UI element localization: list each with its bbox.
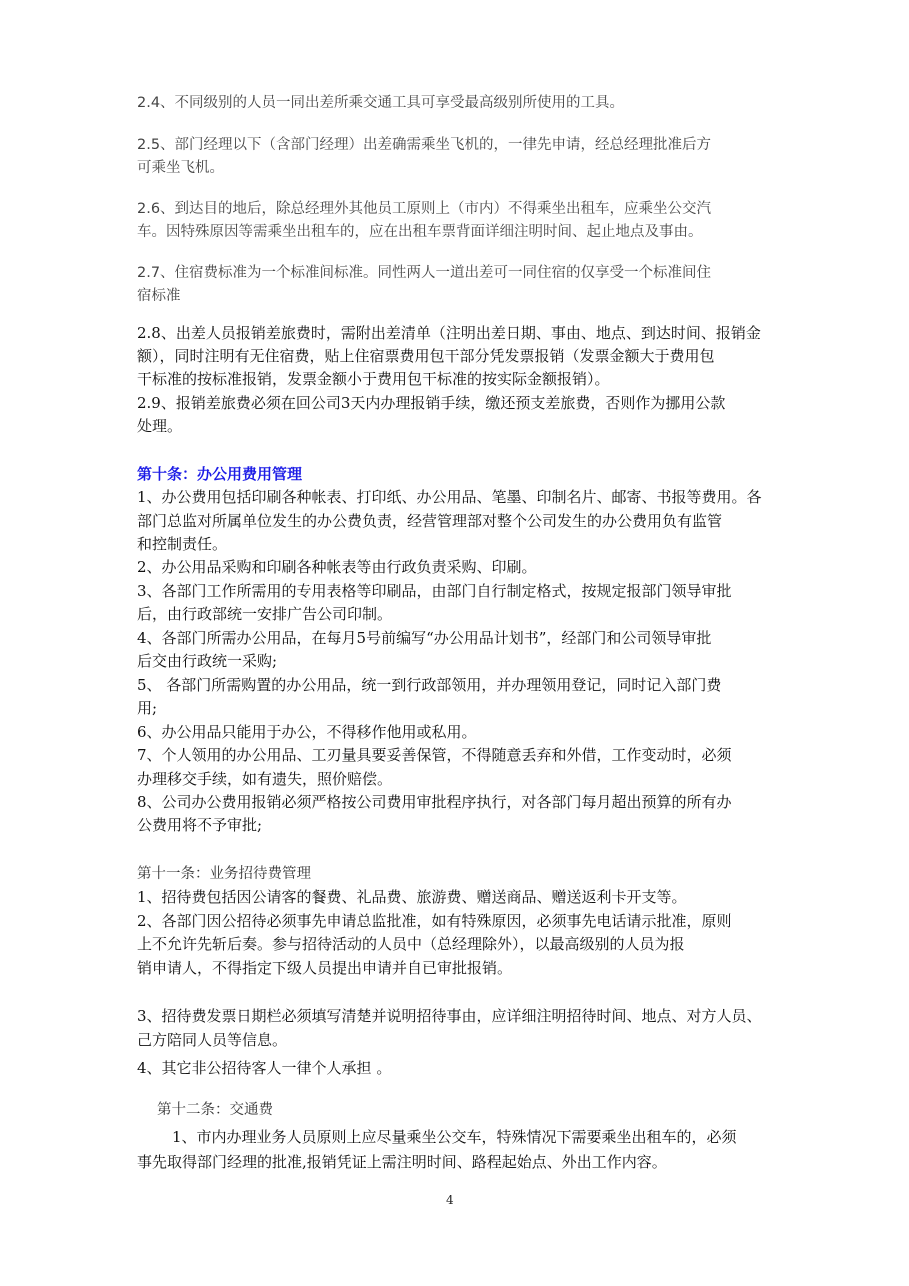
page-number: 4 [446, 1193, 454, 1207]
clause-2-9-line-1: 2.9、报销差旅费必须在回公司3天内办理报销手续，缴还预支差旅费，否则作为挪用公款 [137, 394, 726, 412]
clause-2-5-line-1: 2.5、部门经理以下（含部门经理）出差确需乘坐飞机的，一律先申请，经总经理批准后方 [137, 137, 712, 153]
clause-2-8-line-1: 2.8、出差人员报销差旅费时，需附出差清单（注明出差日期、事由、地点、到达时间、报销金 [137, 324, 761, 342]
clause-2-9-line-2: 处理。 [137, 417, 183, 435]
article-11-item-4: 4、其它非公招待客人一律个人承担 。 [137, 1059, 392, 1077]
article-10-heading: 第十条：办公用费用管理 [137, 465, 303, 483]
article-11-heading: 第十一条：业务招待费管理 [137, 866, 311, 882]
clause-2-7-line-1: 2.7、住宿费标准为一个标准间标准。同性两人一道出差可一同住宿的仅享受一个标准间住 [137, 265, 712, 281]
clause-2-6-line-2: 车。因特殊原因等需乘坐出租车的，应在出租车票背面详细注明时间、起止地点及事由。 [137, 224, 703, 240]
article-10-item-1-line-3: 和控制责任。 [137, 535, 228, 553]
clause-2-6-line-1: 2.6、到达目的地后，除总经理外其他员工原则上（市内）不得乘坐出租车，应乘坐公交汽 [137, 201, 712, 217]
clause-2-4-line: 2.4、不同级别的人员一同出差所乘交通工具可享受最高级别所使用的工具。 [137, 95, 625, 111]
article-11-item-2-line-1: 2、各部门因公招待必须事先申请总监批准，如有特殊原因，必须事先电话请示批准，原则 [137, 912, 732, 930]
article-10-item-1-line-1: 1、办公费用包括印刷各种帐表、打印纸、办公用品、笔墨、印制名片、邮寄、书报等费用。各 [137, 488, 762, 506]
article-10-item-4-line-1: 4、各部门所需办公用品，在每月5号前编写“办公用品计划书”，经部门和公司领导审批 [137, 629, 712, 647]
article-12-item-1-line-1: 1、市内办理业务人员原则上应尽量乘坐公交车，特殊情况下需要乘坐出租车的，必须 [172, 1128, 737, 1146]
article-10-item-8-line-2: 公费用将不予审批; [137, 816, 263, 834]
article-11-item-3-line-2: 己方陪同人员等信息。 [137, 1031, 288, 1049]
article-10-item-5-line-2: 用; [137, 699, 158, 717]
article-10-item-4-line-2: 后交由行政统一采购; [137, 652, 278, 670]
article-10-item-6: 6、办公用品只能用于办公，不得移作他用或私用。 [137, 723, 477, 741]
clause-2-5-line-2: 可乘坐飞机。 [137, 160, 224, 176]
article-12-item-1-line-2: 事先取得部门经理的批准,报销凭证上需注明时间、路程起始点、外出工作内容。 [137, 1153, 667, 1171]
clause-2-8-line-3: 干标准的按标准报销，发票金额小于费用包干标准的按实际金额报销）。 [137, 370, 610, 388]
article-12-heading: 第十二条：交通费 [157, 1102, 273, 1118]
article-10-item-5-line-1: 5、 各部门所需购置的办公用品，统一到行政部领用，并办理领用登记，同时记入部门费 [137, 676, 722, 694]
article-10-item-8-line-1: 8、公司办公费用报销必须严格按公司费用审批程序执行，对各部门每月超出预算的所有办 [137, 793, 732, 811]
clause-2-8-line-2: 额），同时注明有无住宿费，贴上住宿票费用包干部分凭发票报销（发票金额大于费用包 [137, 347, 715, 365]
article-10-item-7-line-1: 7、个人领用的办公用品、工刃量具要妥善保管，不得随意丢弃和外借，工作变动时，必须 [137, 746, 732, 764]
article-10-item-3-line-1: 3、各部门工作所需用的专用表格等印刷品，由部门自行制定格式，按规定报部门领导审批 [137, 582, 732, 600]
article-10-item-3-line-2: 后，由行政部统一安排广告公司印制。 [137, 605, 393, 623]
article-11-item-3-line-1: 3、招待费发票日期栏必须填写清楚并说明招待事由，应详细注明招待时间、地点、对方人员、 [137, 1007, 762, 1025]
article-11-item-2-line-2: 上不允许先斩后奏。参与招待活动的人员中（总经理除外），以最高级别的人员为报 [137, 935, 685, 953]
clause-2-7-line-2: 宿标准 [137, 288, 181, 304]
article-11-item-2-line-3: 销申请人，不得指定下级人员提出申请并自已审批报销。 [137, 959, 513, 977]
article-11-item-1: 1、招待费包括因公请客的餐费、礼品费、旅游费、赠送商品、赠送返利卡开支等。 [137, 888, 687, 906]
article-10-item-7-line-2: 办理移交手续，如有遗失，照价赔偿。 [137, 770, 393, 788]
article-10-item-1-line-2: 部门总监对所属单位发生的办公费负责，经营管理部对整个公司发生的办公费用负有监管 [137, 512, 723, 530]
article-10-item-2: 2、办公用品采购和印刷各种帐表等由行政负责采购、印刷。 [137, 558, 537, 576]
